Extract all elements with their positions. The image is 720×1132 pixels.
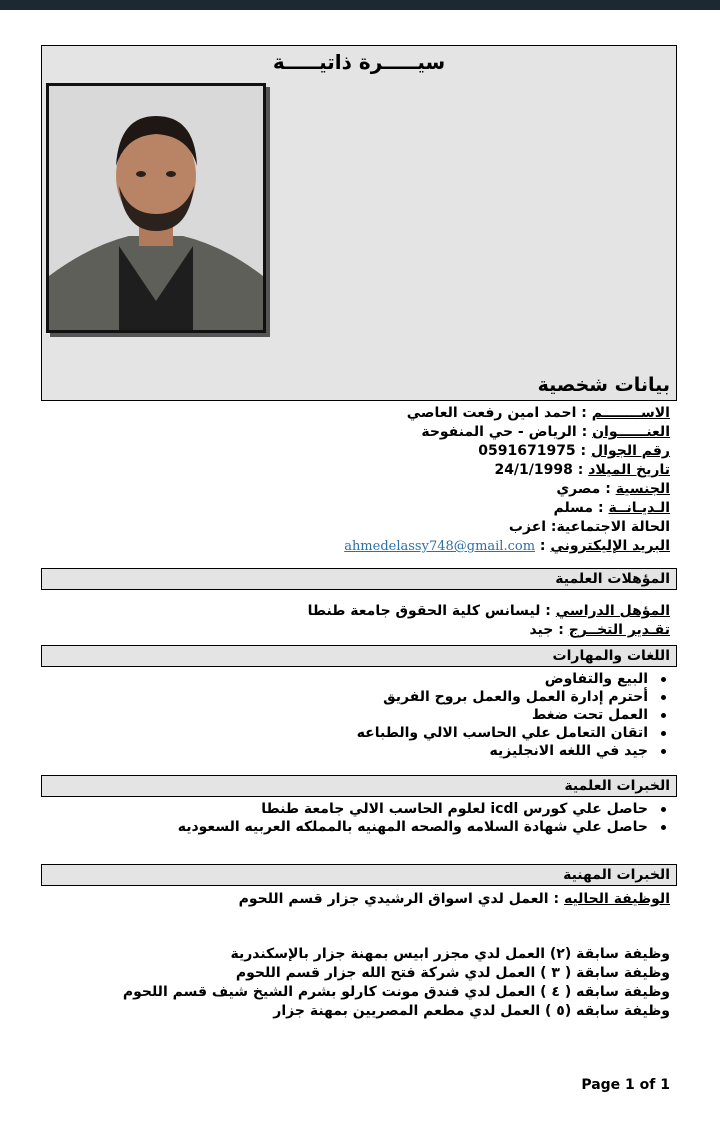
skills-list (357, 670, 670, 760)
previous-job-row: وظيفة سابقة (٢) العمل لدي مجزر ابيس بمهنة جزار بالإسكندرية (230, 946, 670, 962)
grade-row: تقـدير التخــرج : جيد (529, 622, 670, 638)
personal-row: الاســــــــم : احمد امين رفعت العاصي (406, 405, 670, 421)
current-job-row: الوظيفة الحاليه : العمل لدي اسواق الرشيدي جزار قسم اللحوم (238, 891, 670, 907)
list-item: العمل تحت ضغط (357, 706, 670, 724)
list-item: جيد في اللغه الانجليزيه (357, 742, 670, 760)
profile-photo (46, 83, 266, 333)
list-item: حاصل علي شهادة السلامه والصحه المهنيه بالمملكه العربيه السعوديه (130, 818, 670, 836)
personal-row: رقم الجوال : 0591671975 (478, 443, 670, 459)
bullet-icon (661, 677, 666, 682)
top-bar (0, 0, 720, 10)
email-link[interactable]: ahmedelassy748@gmail.com (344, 539, 536, 554)
email-row: البريد الإليكتروني : ahmedelassy748@gmail.com (344, 538, 670, 554)
bullet-icon (661, 713, 666, 718)
page-number: Page 1 of 1 (581, 1077, 670, 1093)
bullet-icon (661, 825, 666, 830)
personal-row: الجنسية : مصري (556, 481, 670, 497)
personal-info (344, 404, 670, 556)
profile-photo-illustration (49, 86, 263, 330)
scientific-experience-list (130, 800, 670, 836)
personal-row: الـديـانــة : مسلم (553, 500, 670, 516)
marital-status: الحالة الاجتماعية: اعزب (508, 519, 670, 535)
list-item: حاصل علي كورس icdl لعلوم الحاسب الالي جامعة طنطا (130, 800, 670, 818)
list-item: اتقان التعامل علي الحاسب الالي والطباعه (357, 724, 670, 742)
previous-job-row: وظيفة سابقه ( ٤ ) العمل لدي فندق مونت كارلو بشرم الشيخ شيف قسم اللحوم (122, 984, 670, 1000)
previous-job-row: وظيفة سابقة ( ٣ ) العمل لدي شركة فتح الله جزار قسم اللحوم (235, 965, 670, 981)
personal-info-heading: بيانات شخصية (537, 374, 670, 396)
personal-row: تاريخ الميلاد : 24/1/1998 (494, 462, 670, 478)
bullet-icon (661, 749, 666, 754)
qualifications (308, 602, 670, 640)
scientific-experience-heading: الخبرات العلمية (41, 775, 677, 797)
list-item: البيع والتفاوض (357, 670, 670, 688)
cv-title: سيـــــرة ذاتيـــــة (272, 50, 446, 74)
qualifications-heading: المؤهلات العلمية (41, 568, 677, 590)
bullet-icon (661, 807, 666, 812)
degree-row: المؤهل الدراسي : ليسانس كلية الحقوق جامعة طنطا (307, 603, 670, 619)
bullet-icon (661, 695, 666, 700)
professional-experience (70, 890, 670, 1021)
previous-job-row: وظيفة سابقه (٥ ) العمل لدي مطعم المصريين بمهنة جزار (273, 1003, 670, 1019)
list-item: أحترم إدارة العمل والعمل بروح الفريق (357, 688, 670, 706)
bullet-icon (661, 731, 666, 736)
personal-row: العنــــــوان : الرياض - حي المنفوحة (421, 424, 670, 440)
header-box (41, 45, 677, 401)
skills-heading: اللغات والمهارات (41, 645, 677, 667)
professional-experience-heading: الخبرات المهنية (41, 864, 677, 886)
